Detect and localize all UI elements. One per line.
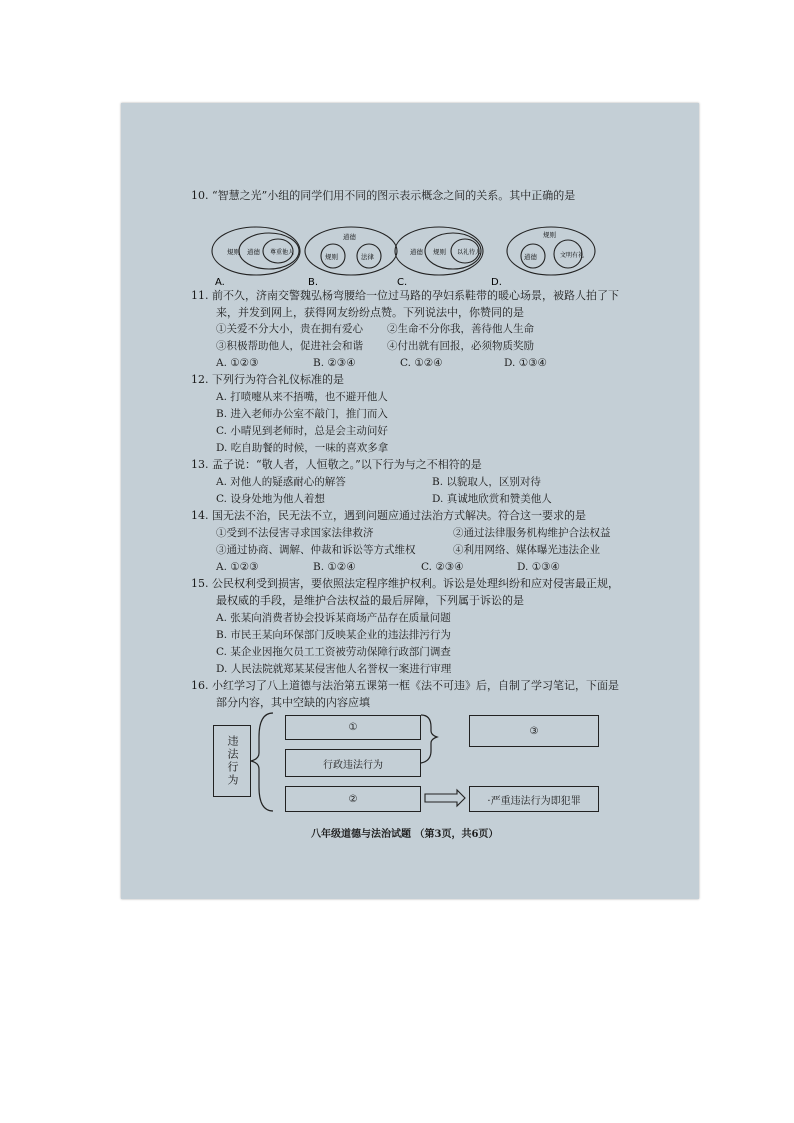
q16-root-box <box>213 725 251 797</box>
diagram-a-middle: 道德 <box>247 248 260 256</box>
q11-statement-1: ①关爱不分大小，贵在拥有爱心 <box>216 323 363 335</box>
q14-statement-1: ①受到不法侵害寻求国家法律救济 <box>216 527 374 539</box>
exam-page <box>121 103 699 899</box>
q15-option-b: B. 市民王某向环保部门反映某企业的违法排污行为 <box>216 629 451 641</box>
q10-stem: 10. “智慧之光”小组的同学们用不同的图示表示概念之间的关系。其中正确的是 <box>191 189 576 202</box>
q13-option-a: A. 对他人的疑惑耐心的解答 <box>216 476 346 488</box>
q11-option-a: A. ①②③ <box>216 357 259 369</box>
q10-diagrams <box>211 221 651 291</box>
q16-box-2-label: 行政违法行为 <box>323 759 383 771</box>
q12-option-a: A. 打喷嚏从来不捂嘴，也不避开他人 <box>216 391 388 403</box>
q12-option-c: C. 小晴见到老师时，总是会主动问好 <box>216 425 388 437</box>
q12-option-b: B. 进入老师办公室不敲门，推门而入 <box>216 408 388 420</box>
q14-option-d: D. ①③④ <box>517 561 560 573</box>
q16-connectors <box>247 707 477 817</box>
q12-stem: 12. 下列行为符合礼仪标准的是 <box>191 373 344 386</box>
diagram-a <box>212 227 300 288</box>
q14-statement-4: ④利用网络、媒体曝光违法企业 <box>453 544 600 556</box>
q15-line2: 最权威的手段，是维护合法权益的最后屏障，下列属于诉讼的是 <box>216 594 524 607</box>
diagram-d-letter: D. <box>491 277 502 288</box>
q11-line2: 来，并发到网上，获得网友纷纷点赞。下列说法中，你赞同的是 <box>216 306 524 319</box>
q16-box-1-label: ① <box>348 722 358 733</box>
diagram-b-outer: 道德 <box>343 233 356 241</box>
diagram-d-left: 道德 <box>524 253 537 261</box>
diagram-a-inner: 尊重他人 <box>270 249 295 256</box>
diagram-c <box>395 227 483 288</box>
q16-box-3-label: ② <box>348 793 358 805</box>
diagram-b-letter: B. <box>308 277 319 288</box>
diagram-c-letter: C. <box>397 277 408 288</box>
q11-statement-3: ③积极帮助他人，促进社会和谐 <box>216 340 363 352</box>
q14-option-b: B. ①②④ <box>313 561 356 573</box>
q15-option-c: C. 某企业因拖欠员工工资被劳动保障行政部门调查 <box>216 646 451 658</box>
q14-statement-2: ②通过法律服务机构维护合法权益 <box>453 527 611 539</box>
q15-option-a: A. 张某向消费者协会投诉某商场产品存在质量问题 <box>216 612 451 624</box>
q16-box-5-label: ·严重违法行为即犯罪 <box>487 795 581 807</box>
diagram-b <box>305 227 397 288</box>
q14-statement-3: ③通过协商、调解、仲裁和诉讼等方式维权 <box>216 544 416 556</box>
page-footer: 八年级道德与法治试题 （第3页，共6页） <box>311 829 499 840</box>
q16-box-4 <box>469 715 599 747</box>
diagram-c-outer: 道德 <box>410 248 423 256</box>
q15-option-d: D. 人民法院就郑某某侵害他人名誉权一案进行审理 <box>216 663 452 675</box>
diagram-c-inner: 以礼待人 <box>457 249 482 256</box>
q16-arrow <box>425 790 465 806</box>
q11-statement-4: ④付出就有回报，必须物质奖励 <box>387 340 534 352</box>
q16-box-4-label: ③ <box>529 725 539 737</box>
q16-line2: 部分内容，其中空缺的内容应填 <box>216 696 370 709</box>
q16-root-label: 违法行为 <box>226 735 239 787</box>
q11-option-d: D. ①③④ <box>504 357 547 369</box>
q11-option-c: C. ①②④ <box>400 357 443 369</box>
q14-option-a: A. ①②③ <box>216 561 259 573</box>
q15-line1: 15. 公民权利受到损害，要依照法定程序维护权利。诉讼是处理纠纷和应对侵害最正规， <box>191 577 619 590</box>
q11-option-b: B. ②③④ <box>313 357 356 369</box>
q11-line1: 11. 前不久，济南交警魏弘杨弯腰给一位过马路的孕妇系鞋带的暖心场景，被路人拍了下 <box>191 289 619 302</box>
q12-option-d: D. 吃自助餐的时候，一味的喜欢多拿 <box>216 442 389 454</box>
diagram-d-outer: 规则 <box>543 231 556 239</box>
diagram-b-left: 规则 <box>325 253 338 261</box>
q13-option-d: D. 真诚地欣赏和赞美他人 <box>432 493 552 505</box>
q16-box-5 <box>469 786 599 812</box>
q13-stem: 13. 孟子说：“敬人者，人恒敬之。”以下行为与之不相符的是 <box>191 458 482 471</box>
diagram-d <box>491 227 595 288</box>
q11-statement-2: ②生命不分你我，善待他人生命 <box>387 323 534 335</box>
q16-line1: 16. 小红学习了八上道德与法治第五课第一框《法不可违》后，自制了学习笔记，下面是 <box>191 679 619 692</box>
q16-left-brace <box>251 713 273 811</box>
q14-option-c: C. ②③④ <box>421 561 464 573</box>
q14-stem: 14. 国无法不治，民无法不立，遇到问题应通过法治方式解决。符合这一要求的是 <box>191 509 586 522</box>
q13-option-b: B. 以貌取人，区别对待 <box>432 476 541 488</box>
diagram-d-right: 文明有礼 <box>560 252 585 259</box>
q13-option-c: C. 设身处地为他人着想 <box>216 493 325 505</box>
diagram-a-outer: 規则 <box>227 248 240 256</box>
diagram-b-right: 法律 <box>361 253 374 261</box>
q16-right-brace <box>421 715 437 763</box>
diagram-a-letter: A. <box>215 277 225 288</box>
diagram-c-middle: 规则 <box>433 248 446 256</box>
